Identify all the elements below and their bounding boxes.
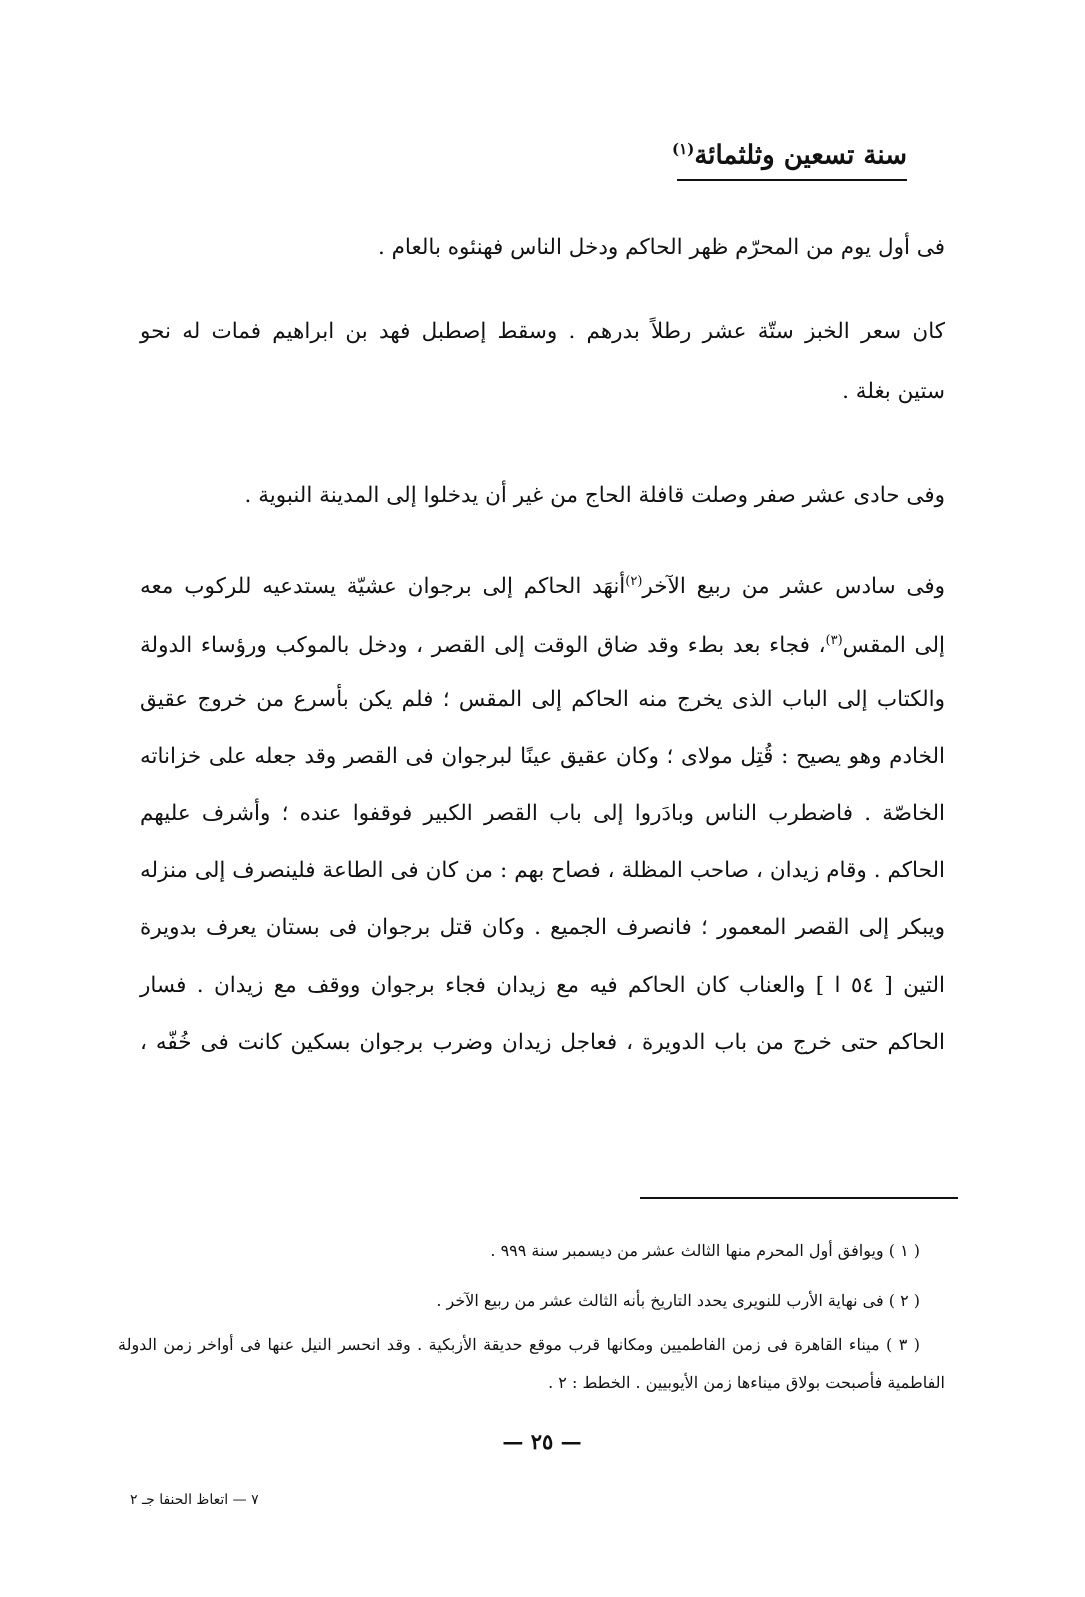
footnote-separator [640,1197,958,1199]
body-line-11: ويبكر إلى القصر المعمور ؛ فانصرف الجميع . وكان قتل برجوان فى بستان يعرف بدويرة [140,915,945,940]
body-line-12: التين [ ٥٤ ا ] والعناب كان الحاكم فيه مع زيدان فجاء برجوان ووقف مع زيدان . فسار [140,973,945,998]
body-line-9: الخاصّة . فاضطرب الناس وبادَروا إلى باب القصر الكبير فوقفوا عنده ؛ وأشرف عليهم [140,801,945,826]
body-line-4: وفى حادى عشر صفر وصلت قافلة الحاج من غير أن يدخلوا إلى المدينة النبوية . [244,483,945,508]
body-line-6-part-b: ، فجاء بعد بطء وقد ضاق الوقت إلى القصر ، ودخل بالموكب ورؤساء الدولة [140,633,826,659]
body-line-8: الخادم وهو يصيح : قُتِل مولاى ؛ وكان عقيق عينًا لبرجوان فى القصر وقد جعله على خزاناته [140,744,945,769]
heading-title [647,132,907,173]
footnote-1: ( ١ ) ويوافق أول المحرم منها الثالث عشر من ديسمبر سنة ٩٩٩ . [490,1241,920,1260]
heading-underline [677,179,907,181]
footnote-2: ( ٢ ) فى نهاية الأرب للنويرى يحدد التاريخ بأنه الثالث عشر من ربيع الآخر . [436,1291,920,1310]
footnote-ref-2: (٢) [625,574,643,589]
body-line-6-part-a: إلى المقس [842,633,945,659]
body-line-7: والكتاب إلى الباب الذى يخرج منه الحاكم إلى المقس ؛ فلم يكن بأسرع من خروج عقيق [140,687,945,712]
body-line-5 [140,566,945,603]
body-line-2: كان سعر الخبز ستّة عشر رطلاً بدرهم . وسقط إصطبل فهد بن ابراهيم فمات له نحو [140,319,945,344]
chapter-heading [647,132,907,181]
page-number: — ٢٥ — [502,1429,582,1454]
body-line-6 [140,625,945,662]
running-footer: ٧ — اتعاظ الحنفا جـ ٢ [130,1492,259,1508]
footnote-3-line-2: الفاطمية فأصبحت بولاق ميناءها زمن الأيوبيين . الخطط : ٢ . [548,1373,945,1392]
footnote-3-line-1: ( ٣ ) ميناء القاهرة فى زمن الفاطميين ومكانها قرب موقع حديقة الأزبكية . وقد انحسر النيل عنها فى أواخر زمن الدولة [118,1335,920,1354]
body-line-5-part-a: وفى سادس عشر من ربيع الآخر [642,574,945,600]
body-line-13: الحاكم حتى خرج من باب الدويرة ، فعاجل زيدان وضرب برجوان بسكين كانت فى خُفّه ، [140,1030,945,1055]
body-line-3: ستين بغلة . [842,379,945,404]
heading-text: سنة تسعين وثلثمائة [694,140,907,171]
footnote-ref-3: (٣) [825,633,843,648]
body-line-5-part-b: أنهَد الحاكم إلى برجوان عشيّة يستدعيه للركوب معه [140,574,626,600]
body-line-10: الحاكم . وقام زيدان ، صاحب المظلة ، فصاح بهم : من كان فى الطاعة فلينصرف إلى منزله [140,858,945,883]
heading-footnote-marker: (١) [672,140,695,158]
body-line-1: فى أول يوم من المحرّم ظهر الحاكم ودخل الناس فهنئوه بالعام . [377,235,945,260]
